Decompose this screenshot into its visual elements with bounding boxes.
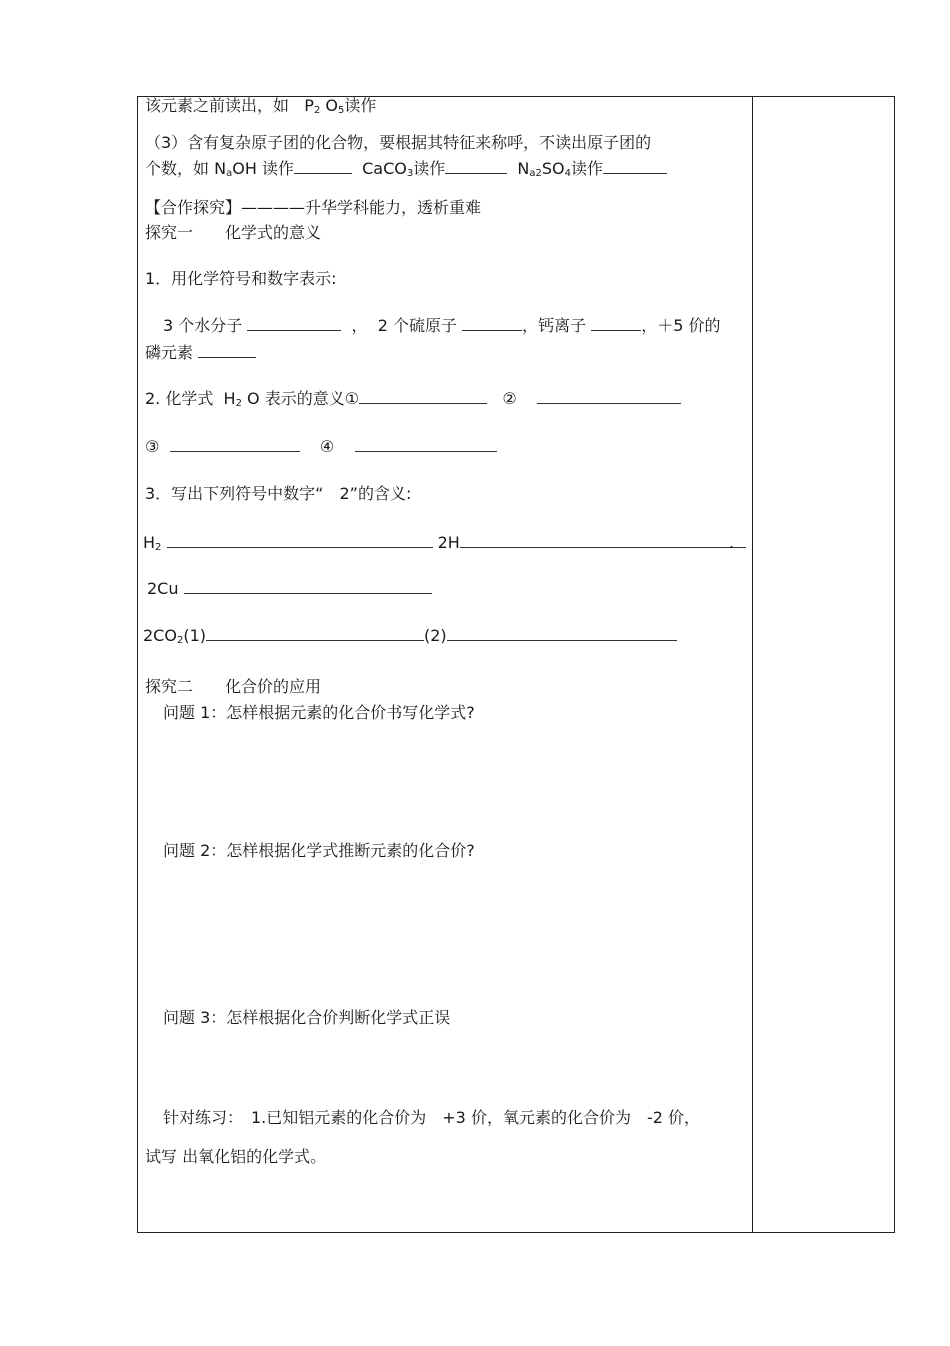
problem-1: 问题 1：怎样根据元素的化合价书写化学式? [163,703,475,722]
blank-meaning-4[interactable] [355,437,497,452]
question-2: 2. 化学式 $H_2$ O 表示的意义① ② [145,389,681,409]
problem-3: 问题 3：怎样根据化合价判断化学式正误 [163,1008,451,1027]
explore-one-title: 探究一 化学式的意义 [145,223,322,242]
blank-meaning-2[interactable] [537,389,681,404]
line-end-dot: . [729,533,735,552]
blank-naoh[interactable] [294,159,352,174]
reading-rule-line: 该元素之前读出，如 $P_2$ $O_5$读作 [145,96,377,116]
blank-2cu[interactable] [184,579,432,594]
question-1-phosphorus: 磷元素 [145,343,256,363]
blank-2h[interactable] [460,533,746,548]
blank-meaning-1[interactable] [359,389,487,404]
h2-meaning-line: $H_2$ 2H [143,533,746,553]
blank-calcium-ion[interactable] [591,316,641,331]
column-divider [752,96,753,1233]
co2-meaning-line: $2CO_2(1)$ (2) [143,626,677,646]
worksheet-table [137,96,895,1233]
question-2-cont: ③ ④ [145,437,497,457]
blank-h2[interactable] [167,533,433,548]
question-1: 1．用化学符号和数字表示: [145,269,337,288]
blank-2co2-1[interactable] [206,626,424,641]
question-3: 3．写出下列符号中数字“ 2”的含义: [145,484,412,503]
blank-2co2-2[interactable] [447,626,677,641]
blank-phosphorus[interactable] [198,343,256,358]
exercise-line-1: 针对练习： 1.已知铝元素的化合价为 +3 价，氧元素的化合价为 -2 价， [163,1108,700,1127]
exercise-line-2: 试写 出氧化铝的化学式。 [145,1147,327,1166]
cu-meaning-line: 2Cu [147,579,432,599]
complex-group-examples: 个数，如 $N_aOH$ 读作 CaCO$_3$读作 $N_{a2}SO_4$读作 [145,159,667,179]
blank-water-molecules[interactable] [247,316,341,331]
blank-caco3[interactable] [445,159,507,174]
blank-meaning-3[interactable] [170,437,300,452]
complex-group-rule: （3）含有复杂原子团的化合物，要根据其特征来称呼，不读出原子团的 [145,133,652,152]
explore-two-title: 探究二 化合价的应用 [145,677,322,696]
problem-2: 问题 2：怎样根据化学式推断元素的化合价? [163,841,475,860]
question-1-blanks: 3 个水分子 ， 2 个硫原子 ，钙离子 ，＋5 价的 [163,316,721,335]
blank-sulfur-atoms[interactable] [462,316,522,331]
cooperative-inquiry-heading: 【合作探究】————升华学科能力，透析重难 [145,198,482,217]
blank-na2so4[interactable] [603,159,667,174]
